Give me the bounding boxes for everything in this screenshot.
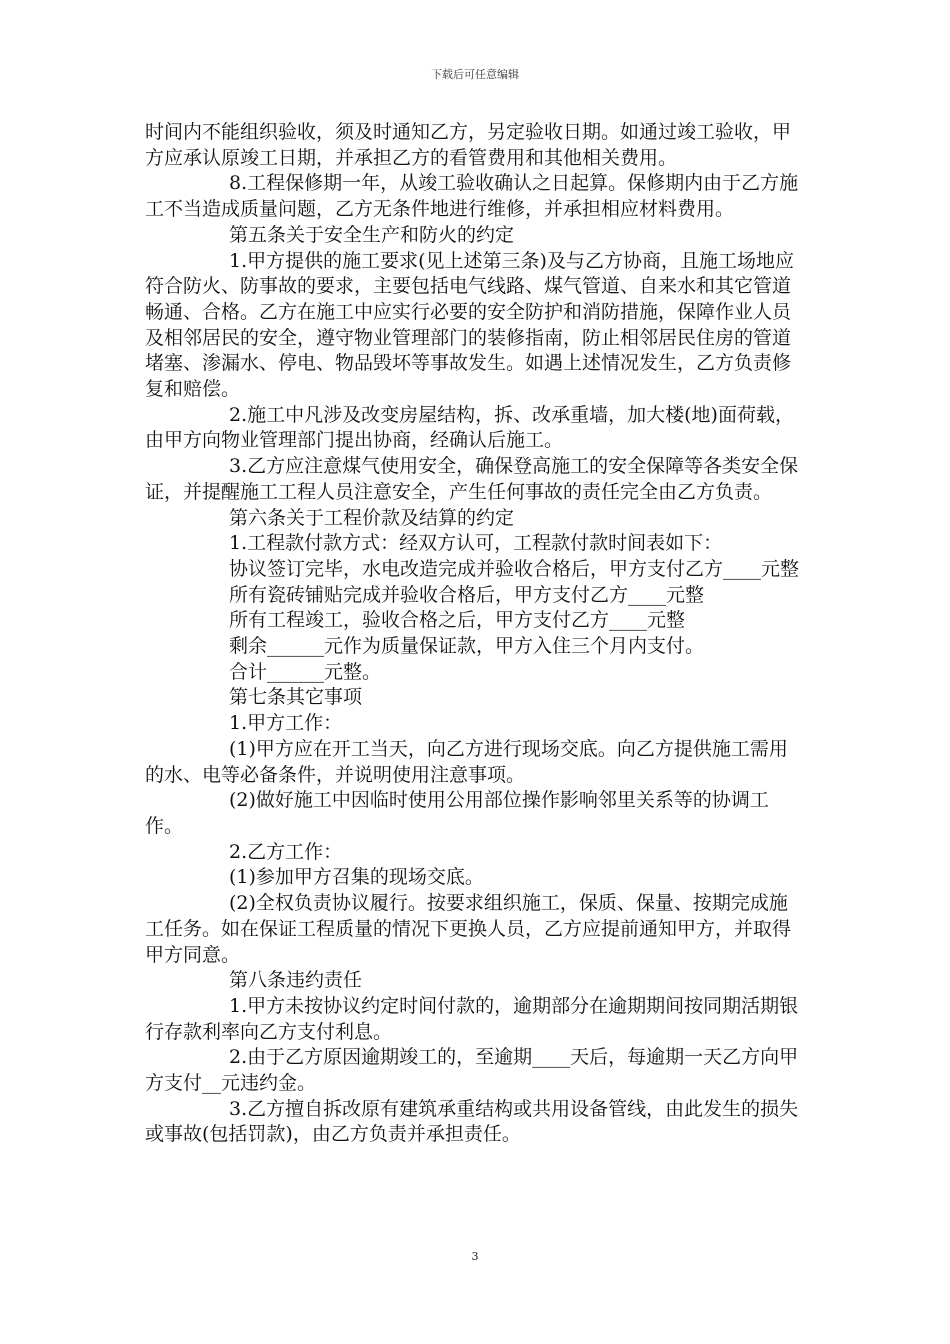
section-heading: 第五条关于安全生产和防火的约定 (229, 223, 515, 246)
page-number: 3 (471, 1250, 479, 1263)
paragraph: 2.乙方工作： (229, 840, 343, 863)
paragraph: 1.工程款付款方式：经双方认可，工程款付款时间表如下： (229, 532, 723, 555)
paragraph: (2)全权负责协议履行。按要求组织施工，保质、保量、按期完成施工任务。如在保证工程质量的情况下更换人员，乙方应提前通知甲方，并取得甲方同意。 (145, 892, 792, 966)
section-heading: 第八条违约责任 (229, 969, 363, 992)
paragraph: 2.由于乙方原因逾期竣工的，至逾期____天后，每逾期一天乙方向甲方支付__元违约金。 (145, 1046, 799, 1095)
paragraph: 8.工程保修期一年，从竣工验收确认之日起算。保修期内由于乙方施工不当造成质量问题，乙方无条件地进行维修，并承担相应材料费用。 (145, 172, 799, 221)
paragraph: 协议签订完毕，水电改造完成并验收合格后，甲方支付乙方____元整 (229, 557, 800, 580)
paragraph: 所有工程竣工，验收合格之后，甲方支付乙方____元整 (229, 609, 686, 632)
page-header: 下载后可任意编辑 (431, 68, 519, 81)
paragraph: 合计______元整。 (229, 660, 382, 683)
paragraph: (1)甲方应在开工当天，向乙方进行现场交底。向乙方提供施工需用的水、电等必备条件，并说明使用注意事项。 (145, 737, 788, 786)
paragraph: (2)做好施工中因临时使用公用部位操作影响邻里关系等的协调工作。 (145, 789, 769, 837)
paragraph: 3.乙方擅自拆改原有建筑承重结构或共用设备管线，由此发生的损失或事故(包括罚款)，由乙方负责并承担责任。 (145, 1097, 799, 1146)
paragraph: 时间内不能组织验收，须及时通知乙方，另定验收日期。如通过竣工验收，甲方应承认原竣工日期，并承担乙方的看管费用和其他相关费用。 (145, 121, 792, 169)
paragraph: 所有瓷砖铺贴完成并验收合格后，甲方支付乙方____元整 (229, 583, 705, 606)
paragraph: 1.甲方未按协议约定时间付款的，逾期部分在逾期期间按同期活期银行存款利率向乙方支付利息。 (145, 994, 799, 1043)
paragraph: 3.乙方应注意煤气使用安全，确保登高施工的安全保障等各类安全保证，并提醒施工工程人员注意安全，产生任何事故的责任完全由乙方负责。 (145, 455, 799, 503)
paragraph: 剩余______元作为质量保证款，甲方入住三个月内支付。 (229, 635, 705, 658)
paragraph: 1.甲方工作： (229, 712, 343, 735)
paragraph: 2.施工中凡涉及改变房屋结构，拆、改承重墙，加大楼(地)面荷载，由甲方向物业管理部门提出协商，经确认后施工。 (145, 403, 794, 452)
section-heading: 第六条关于工程价款及结算的约定 (229, 506, 515, 529)
paragraph: (1)参加甲方召集的现场交底。 (229, 866, 484, 889)
document-body (145, 120, 805, 1148)
section-heading: 第七条其它事项 (229, 686, 363, 709)
paragraph: 1.甲方提供的施工要求(见上述第三条)及与乙方协商，且施工场地应符合防火、防事故的要求，主要包括电气线路、煤气管道、自来水和其它管道畅通、合格。乙方在施工中应实行必要的安全防护和消防措施，保障作业人员及相邻居民的安全，遵守物业管理部门的装修指南，防止相邻居民住房的管道堵塞、渗漏水、停电、物品毁坏等事故发生。如遇上述情况发生，乙方负责修复和赔偿。 (145, 249, 794, 401)
